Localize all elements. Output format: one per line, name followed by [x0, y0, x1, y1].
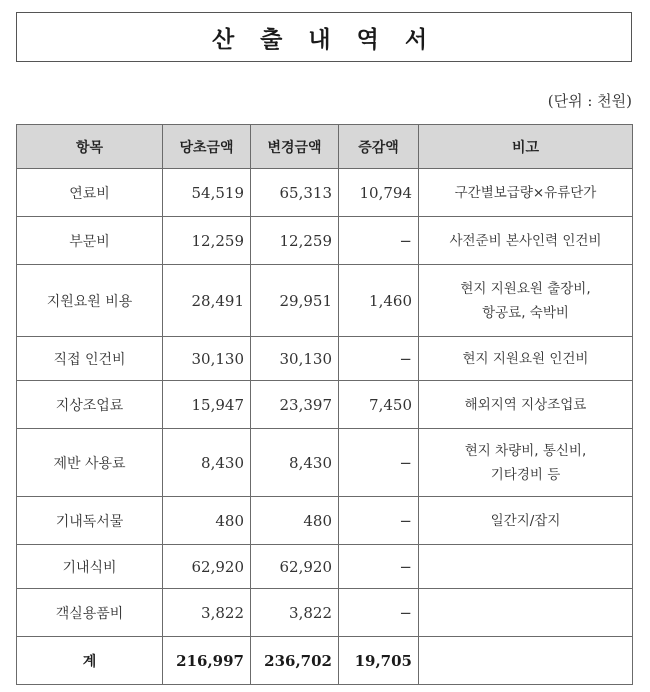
row-difference: − — [339, 429, 419, 497]
header-note: 비고 — [419, 125, 633, 169]
row-initial-amount: 3,822 — [163, 589, 251, 637]
table-row — [17, 217, 633, 265]
row-changed-amount: 480 — [251, 497, 339, 545]
row-changed-amount: 23,397 — [251, 381, 339, 429]
row-initial-amount: 30,130 — [163, 337, 251, 381]
row-changed-amount: 30,130 — [251, 337, 339, 381]
row-difference: − — [339, 337, 419, 381]
total-label: 계 — [17, 637, 163, 685]
table-row — [17, 169, 633, 217]
table-row — [17, 381, 633, 429]
row-note — [419, 589, 633, 637]
document-title: 산 출 내 역 서 — [211, 26, 437, 53]
table-row — [17, 429, 633, 497]
unit-note: (단위 : 천원) — [547, 92, 632, 110]
row-note — [419, 545, 633, 589]
cost-breakdown-table — [16, 124, 633, 685]
row-item: 객실용품비 — [17, 589, 163, 637]
row-note: 일간지/잡지 — [419, 497, 633, 545]
row-initial-amount: 54,519 — [163, 169, 251, 217]
header-changed-amount: 변경금액 — [251, 125, 339, 169]
row-changed-amount: 65,313 — [251, 169, 339, 217]
title-box — [16, 12, 632, 62]
table-header-row — [17, 125, 633, 169]
row-note: 현지 지원요원 인건비 — [419, 337, 633, 381]
row-initial-amount: 62,920 — [163, 545, 251, 589]
row-note: 구간별보급량×유류단가 — [419, 169, 633, 217]
row-changed-amount: 8,430 — [251, 429, 339, 497]
row-item: 제반 사용료 — [17, 429, 163, 497]
row-note: 현지 차량비, 통신비, 기타경비 등 — [419, 429, 633, 497]
total-changed-amount: 236,702 — [251, 637, 339, 685]
row-difference: − — [339, 217, 419, 265]
total-initial-amount: 216,997 — [163, 637, 251, 685]
row-item: 부문비 — [17, 217, 163, 265]
total-difference: 19,705 — [339, 637, 419, 685]
table-row — [17, 265, 633, 337]
row-note: 해외지역 지상조업료 — [419, 381, 633, 429]
header-item: 항목 — [17, 125, 163, 169]
row-changed-amount: 12,259 — [251, 217, 339, 265]
row-item: 기내식비 — [17, 545, 163, 589]
row-item: 지상조업료 — [17, 381, 163, 429]
row-note: 사전준비 본사인력 인건비 — [419, 217, 633, 265]
row-item: 직접 인건비 — [17, 337, 163, 381]
row-difference: − — [339, 545, 419, 589]
row-difference: 1,460 — [339, 265, 419, 337]
row-initial-amount: 480 — [163, 497, 251, 545]
row-difference: − — [339, 589, 419, 637]
table-row — [17, 337, 633, 381]
header-difference: 증감액 — [339, 125, 419, 169]
row-difference: 7,450 — [339, 381, 419, 429]
table-row — [17, 545, 633, 589]
row-initial-amount: 28,491 — [163, 265, 251, 337]
row-changed-amount: 29,951 — [251, 265, 339, 337]
row-difference: − — [339, 497, 419, 545]
row-changed-amount: 3,822 — [251, 589, 339, 637]
row-difference: 10,794 — [339, 169, 419, 217]
row-item: 연료비 — [17, 169, 163, 217]
row-changed-amount: 62,920 — [251, 545, 339, 589]
table-total-row — [17, 637, 633, 685]
table-row — [17, 589, 633, 637]
row-initial-amount: 12,259 — [163, 217, 251, 265]
header-initial-amount: 당초금액 — [163, 125, 251, 169]
row-note: 현지 지원요원 출장비, 항공료, 숙박비 — [419, 265, 633, 337]
total-note — [419, 637, 633, 685]
row-initial-amount: 15,947 — [163, 381, 251, 429]
table-row — [17, 497, 633, 545]
row-item: 지원요원 비용 — [17, 265, 163, 337]
row-initial-amount: 8,430 — [163, 429, 251, 497]
row-item: 기내독서물 — [17, 497, 163, 545]
